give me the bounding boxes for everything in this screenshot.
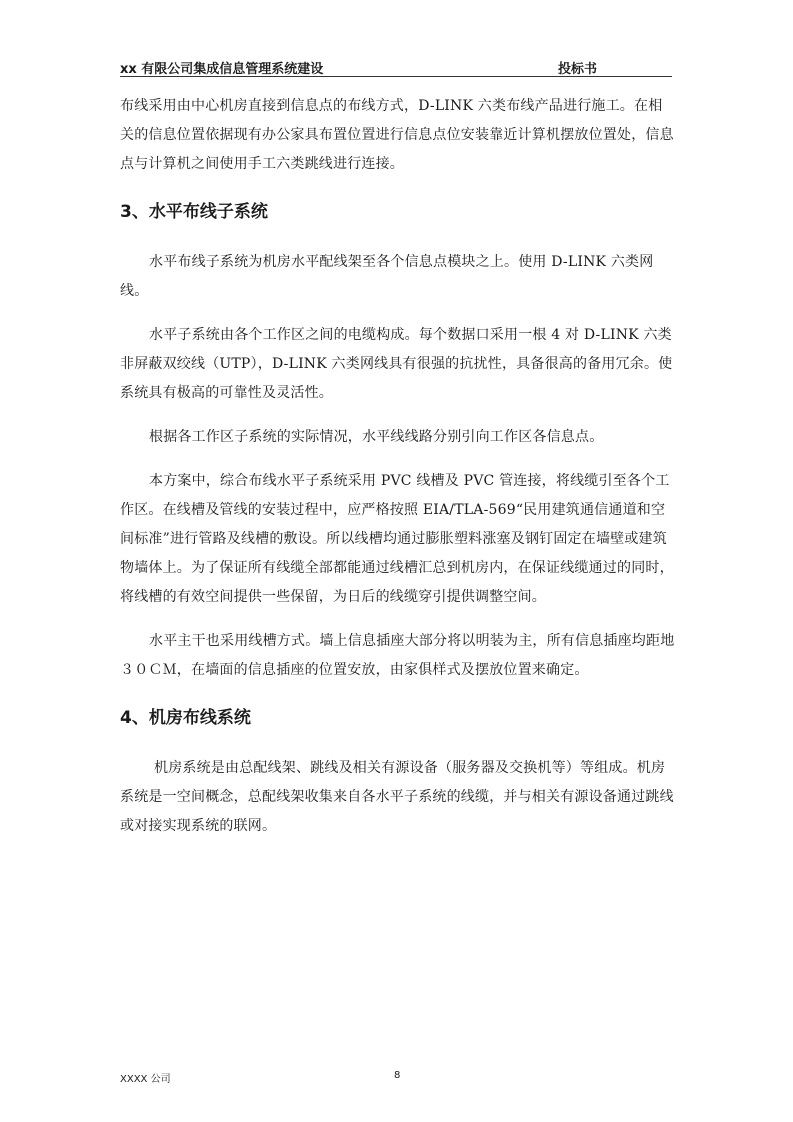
paragraph-work-area-routing: 根据各工作区子系统的实际情况，水平线线路分别引向工作区各信息点。 [149,429,604,445]
footer-company: XXXX 公司 [120,1074,171,1085]
page-header [120,56,672,77]
paragraph-horizontal-trunk: 水平主干也采用线槽方式。墙上信息插座大部分将以明装为主，所有信息插座均距地３０ＣＭ，在墙面的信息插座的位置安放，由家俱样式及摆放位置来确定。 [120,633,675,678]
header-doc-type: 投标书 [558,62,598,77]
document-body [120,92,676,856]
section-heading-machine-room: 4、机房布线系统 [120,708,251,728]
paragraph-pvc-trunking: 本方案中，综合布线水平子系统采用 PVC 线槽及 PVC 管连接，将线缆引至各个工作区。在线槽及管线的安装过程中，应严格按照 EIA/TLA-569“民用建筑通信通道和空间标准”进行管路及线槽的敷设。所以线槽均通过膨胀塑料涨塞及钢钉固定在墙壁或建筑物墙体上。为了保证所有线缆全部都能通过线槽汇总到机房内，在保证线缆通过的同时，将线槽的有效空间提供一些保留，为日后的线缆穿引提供调整空间。 [120,473,674,605]
page-number: 8 [394,1070,401,1081]
paragraph-horizontal-cables: 水平子系统由各个工作区之间的电缆构成。每个数据口采用一根 4 对 D-LINK 六类非屏蔽双绞线（UTP），D-LINK 六类网线具有很强的抗扰性，具备很高的备用冗余。使系统具有极高的可靠性及灵活性。 [120,327,673,401]
paragraph-machine-room-system: 机房系统是由总配线架、跳线及相关有源设备（服务器及交换机等）等组成。机房系统是一空间概念，总配线架收集来自各水平子系统的线缆，并与相关有源设备通过跳线或对接实现系统的联网。 [120,760,674,834]
paragraph-horizontal-intro: 水平布线子系统为机房水平配线架至各个信息点模块之上。使用 D-LINK 六类网线。 [120,254,654,299]
section-heading-horizontal-cabling: 3、水平布线子系统 [120,202,268,222]
paragraph-cabling-method: 布线采用由中心机房直接到信息点的布线方式，D-LINK 六类布线产品进行施工。在相关的信息位置依据现有办公家具布置位置进行信息点位安装靠近计算机摆放位置处，信息点与计算机之间使用手工六类跳线进行连接。 [120,98,674,172]
header-title: xx 有限公司集成信息管理系统建设 [120,62,324,77]
